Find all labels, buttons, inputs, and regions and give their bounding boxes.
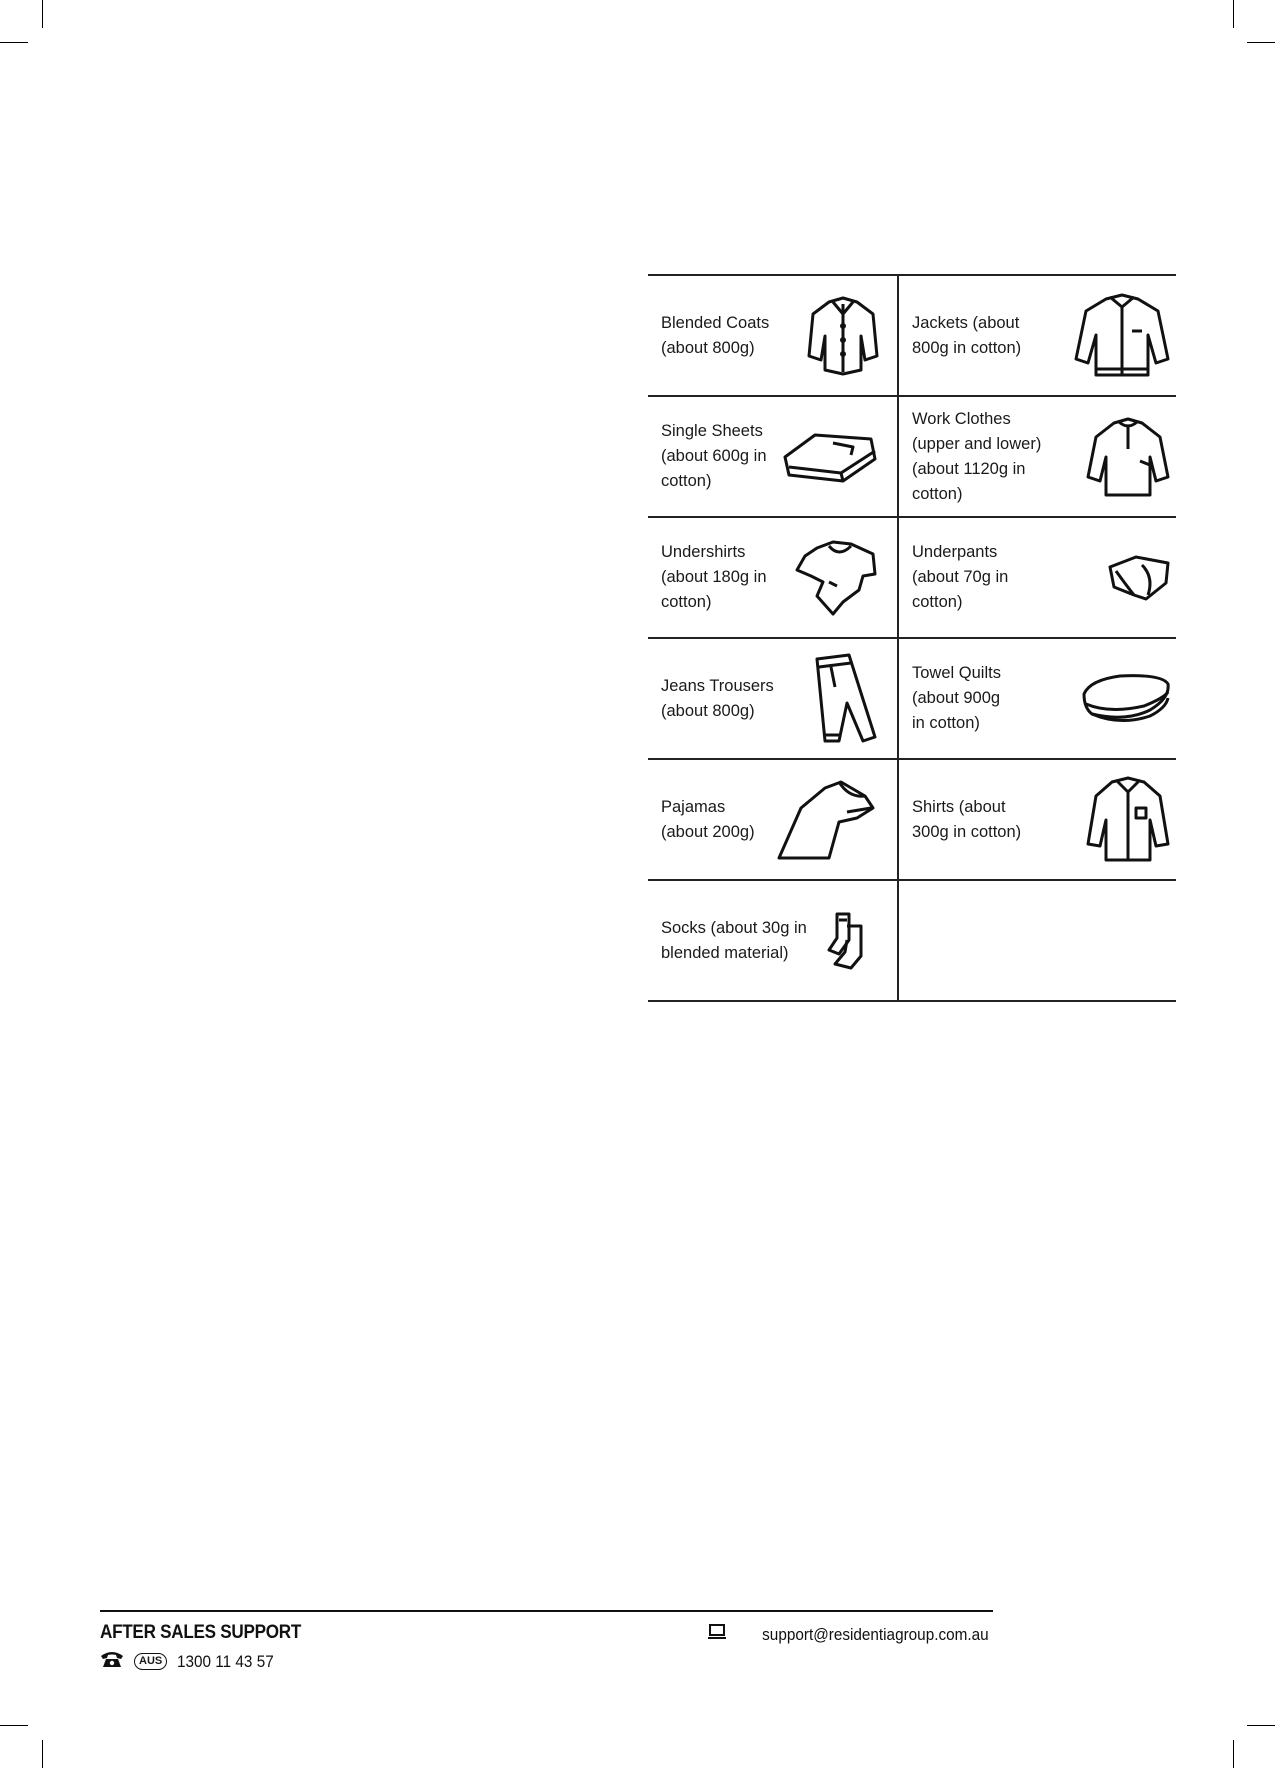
jacket-icon [1072,291,1172,381]
cell-label: Underpants (about 70g in cotton) [912,543,1009,611]
table-cell-empty [899,881,1176,1000]
cell-label: Work Clothes (upper and lower) (about 1120g in cotton) [912,409,1042,503]
work-clothes-icon [1084,415,1172,499]
table-cell-work-clothes [899,397,1176,516]
table-cell-undershirts [648,518,897,637]
cell-label: Shirts (about 300g in cotton) [912,797,1022,841]
table-row [648,516,1176,637]
socks-icon [823,910,867,972]
region-badge: AUS [134,1653,167,1670]
cell-label: Jeans Trousers (about 800g) [661,676,774,720]
crop-mark [1233,1740,1234,1768]
crop-mark [42,1740,43,1768]
footer-phone [100,1650,285,1673]
footer-email [707,1624,989,1645]
cell-label: Blended Coats (about 800g) [661,313,770,357]
table-cell-towel-quilts [899,639,1176,758]
underpants-icon [1106,551,1172,605]
table-cell-pajamas [648,760,897,879]
laptop-icon [707,1624,727,1645]
table-row [648,758,1176,879]
cell-label: Pajamas (about 200g) [661,797,755,841]
table-cell-single-sheets [648,397,897,516]
table-row [648,274,1176,395]
table-row [648,879,1176,1002]
table-cell-jackets [899,276,1176,395]
table-cell-underpants [899,518,1176,637]
support-email[interactable]: support@residentiagroup.com.au [762,1624,989,1644]
table-cell-shirts [899,760,1176,879]
cell-label: Single Sheets (about 600g in cotton) [661,422,767,490]
phone-number[interactable]: 1300 11 43 57 [177,1651,274,1671]
cell-label: Socks (about 30g in blended material) [661,918,807,962]
table-cell-socks [648,881,897,1000]
coat-icon [807,296,879,376]
cell-label: Jackets (about 800g in cotton) [912,313,1022,357]
crop-mark [1247,1725,1275,1726]
pajamas-icon [775,778,879,862]
cell-label: Undershirts (about 180g in cotton) [661,543,767,611]
table-row [648,395,1176,516]
table-cell-blended-coats [648,276,897,395]
crop-mark [1233,0,1234,28]
footer-title: AFTER SALES SUPPORT [100,1622,302,1643]
footer-divider [100,1610,993,1612]
laundry-weight-table [648,274,1176,1002]
towel-quilt-icon [1080,670,1172,728]
shirt-icon [1084,774,1172,866]
jeans-icon [813,653,879,745]
crop-mark [42,0,43,28]
cell-label: Towel Quilts (about 900g in cotton) [912,664,1001,732]
telephone-icon [100,1650,124,1673]
table-cell-jeans-trousers [648,639,897,758]
sheets-icon [781,429,879,485]
crop-mark [0,42,28,43]
table-row [648,637,1176,758]
crop-mark [1247,42,1275,43]
crop-mark [0,1725,28,1726]
undershirt-icon [793,538,879,618]
